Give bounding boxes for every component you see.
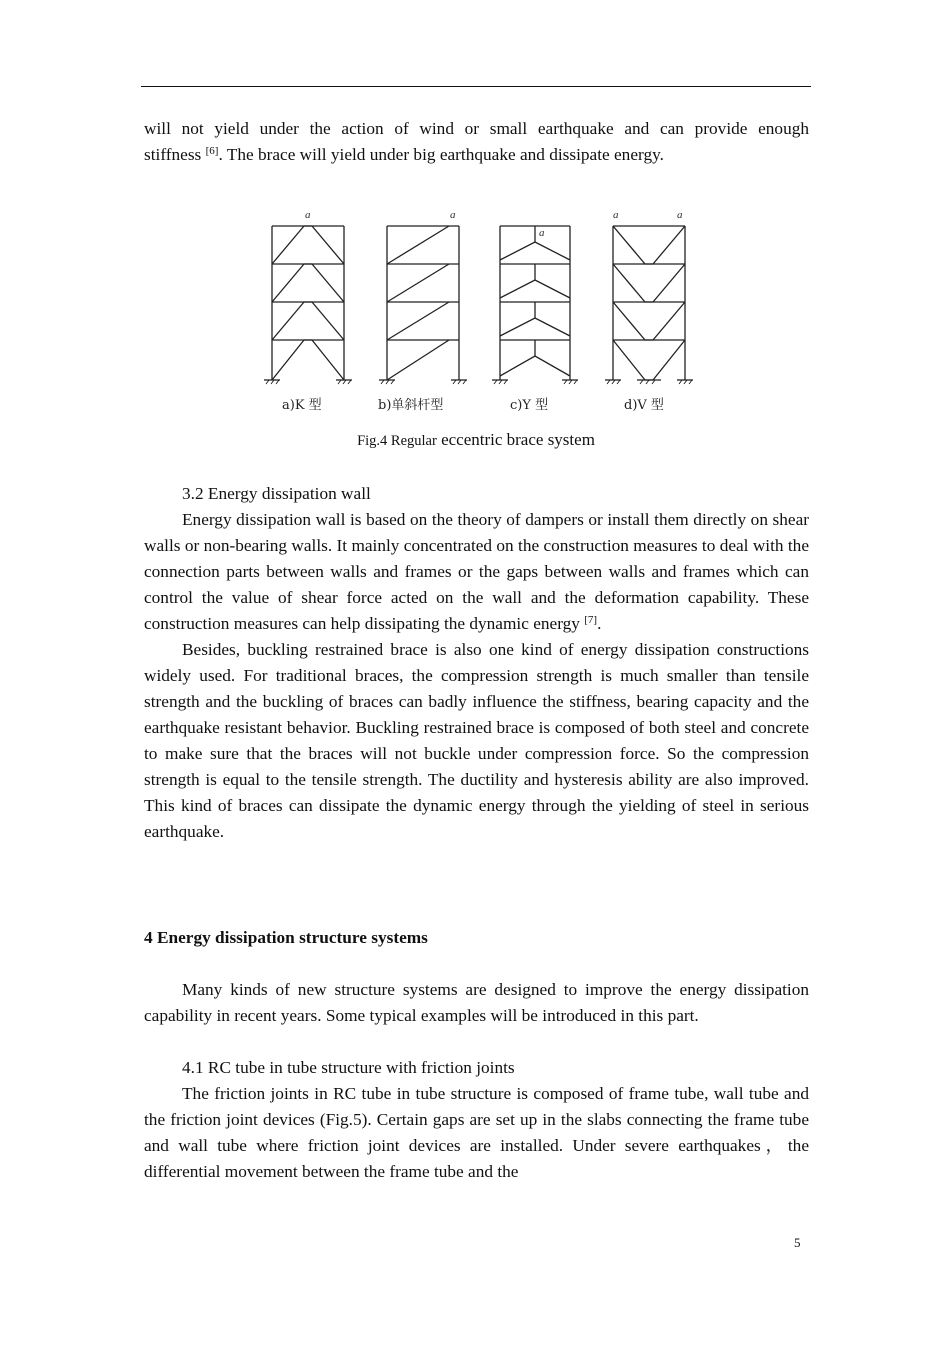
subcaption-y: c)Y 型 bbox=[510, 398, 549, 413]
figure-caption: Fig.4 Regular eccentric brace system bbox=[357, 430, 595, 449]
label-a-3: a bbox=[613, 209, 619, 221]
label-a-2: a bbox=[450, 209, 456, 221]
section-4-paragraph: Many kinds of new structure systems are designed to improve the energy dissipation capability in recent years. Some typical examples will be introduced in this part. bbox=[144, 980, 809, 1025]
section-3-2-title: 3.2 Energy dissipation wall bbox=[182, 484, 371, 503]
label-a-inner: a bbox=[539, 227, 545, 239]
section-4-1-title: 4.1 RC tube in tube structure with friction joints bbox=[182, 1058, 515, 1077]
header-rule bbox=[141, 86, 811, 87]
section-3-2-paragraph-1: Energy dissipation wall is based on the theory of dampers or install them directly on shear walls or non-bearing walls. It mainly concentrated on the construction measures to deal with the connection parts between walls and frames or the gaps between walls and frames which can control the value of shear force acted on the wall and the deformation capability. These construction measures can help dissipating the dynamic energy [7]. bbox=[144, 510, 809, 633]
section-3-2-paragraph-2: Besides, buckling restrained brace is also one kind of energy dissipation constructions widely used. For traditional braces, the compression strength is much smaller than tensile strength and the buckling of braces can badly influence the stiffness, bearing capacity and the earthquake resistant behavior. Buckling restrained brace is composed of both steel and concrete to make sure that the braces will not buckle under compression force. So the compression strength is equal to the tensile strength. The ductility and hysteresis ability are also improved. This kind of braces can dissipate the dynamic energy through the yielding of steel in serious earthquake. bbox=[144, 640, 809, 841]
intro-line-1: will not yield under the action of wind or small earthquake and can provide enough bbox=[144, 119, 809, 138]
label-a-4: a bbox=[677, 209, 683, 221]
section-4-heading: 4 Energy dissipation structure systems bbox=[144, 928, 428, 947]
subcaption-v: d)V 型 bbox=[624, 398, 664, 413]
section-4-1-paragraph: The friction joints in RC tube in tube structure is composed of frame tube, wall tube and the friction joint devices (Fig.5). Certain gaps are set up in the slabs connecting the frame tube and wall tube where friction joint devices are installed. Under severe earthquakes，the differential movement between the frame tube and the bbox=[144, 1084, 809, 1181]
intro-line-2: stiffness [6]. The brace will yield under big earthquake and dissipate energy. bbox=[144, 145, 664, 164]
section-3-2 bbox=[144, 481, 809, 845]
citation-7: [7] bbox=[584, 614, 598, 626]
frame-y bbox=[500, 226, 570, 380]
page-number: 5 bbox=[794, 1235, 801, 1250]
subcaption-single-diagonal: b)单斜杆型 bbox=[378, 398, 444, 413]
figure-eccentric-brace bbox=[260, 198, 700, 420]
frame-v bbox=[613, 226, 685, 380]
label-a-1: a bbox=[305, 209, 311, 221]
section-4 bbox=[144, 925, 809, 1185]
frame-k bbox=[272, 226, 344, 380]
frame-single-diagonal bbox=[387, 226, 459, 380]
citation-6: [6] bbox=[205, 145, 219, 157]
subcaption-k: a)K 型 bbox=[282, 398, 322, 413]
paragraph-intro bbox=[144, 116, 809, 168]
